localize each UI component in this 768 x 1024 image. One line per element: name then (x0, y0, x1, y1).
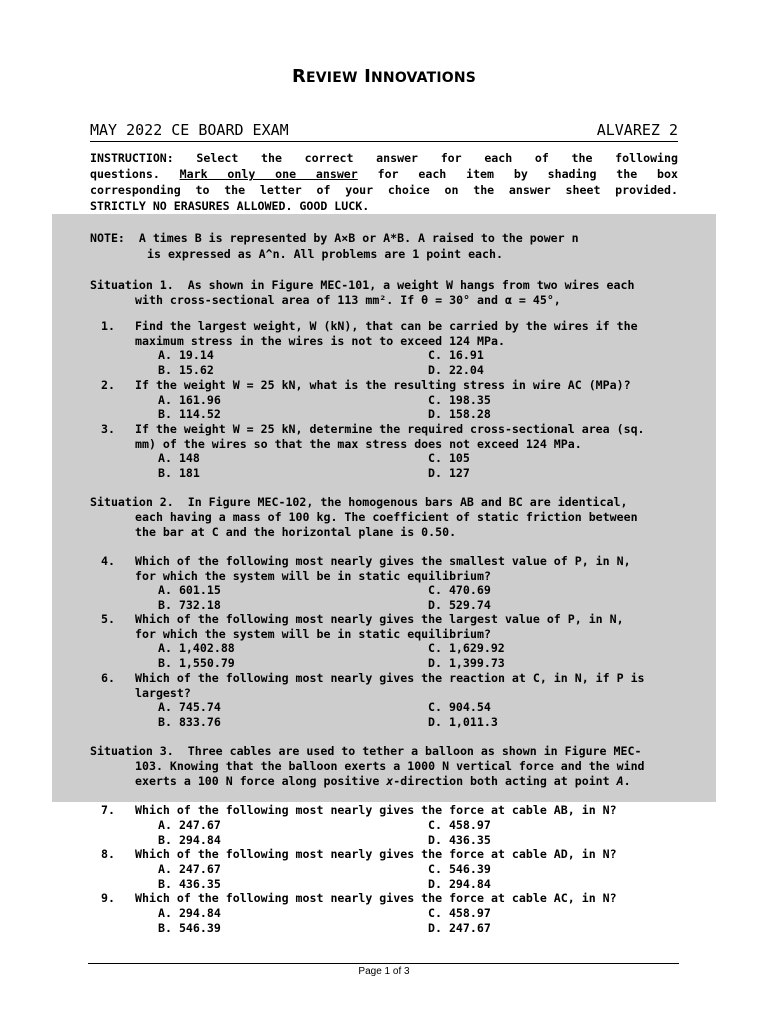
question-9-number: 9. (101, 891, 115, 905)
question-1-option-a: A. 19.14 (158, 348, 214, 362)
question-7-option-c: C. 458.97 (428, 818, 491, 832)
exam-title: MAY 2022 CE BOARD EXAM (90, 121, 289, 139)
question-7-option-d: D. 436.35 (428, 833, 491, 847)
situation-3-line-1: Situation 3. Three cables are used to tether a balloon as shown in Figure MEC- (90, 744, 642, 758)
instruction-line-2: questions. Mark only one answer for each item by shading the box (90, 167, 678, 181)
question-5-text-2: for which the system will be in static equilibrium? (135, 627, 491, 641)
question-8-option-c: C. 546.39 (428, 862, 491, 876)
question-8-option-d: D. 294.84 (428, 877, 491, 891)
situation-1-line-2: with cross-sectional area of 113 mm². If θ = 30° and α = 45°, (135, 293, 561, 307)
question-8-text-1: Which of the following most nearly gives the force at cable AD, in N? (135, 847, 617, 861)
question-6-option-b: B. 833.76 (158, 715, 221, 729)
question-2-option-d: D. 158.28 (428, 407, 491, 421)
question-5-option-d: D. 1,399.73 (428, 656, 505, 670)
question-4-option-d: D. 529.74 (428, 598, 491, 612)
page-number: Page 1 of 3 (358, 966, 410, 977)
question-4-number: 4. (101, 554, 115, 568)
question-7-text-1: Which of the following most nearly gives the force at cable AB, in N? (135, 803, 617, 817)
question-1-option-b: B. 15.62 (158, 363, 214, 377)
question-9-option-c: C. 458.97 (428, 906, 491, 920)
situation-2-line-2: each having a mass of 100 kg. The coefficient of static friction between (135, 510, 638, 524)
question-1-number: 1. (101, 319, 115, 333)
question-2-text-1: If the weight W = 25 kN, what is the resulting stress in wire AC (MPa)? (135, 378, 631, 392)
question-2-option-c: C. 198.35 (428, 393, 491, 407)
question-5-option-c: C. 1,629.92 (428, 641, 505, 655)
exam-code: ALVAREZ 2 (596, 121, 678, 139)
question-3-option-d: D. 127 (428, 466, 470, 480)
question-5-text-1: Which of the following most nearly gives the largest value of P, in N, (135, 612, 624, 626)
question-1-text-1: Find the largest weight, W (kN), that can be carried by the wires if the (135, 319, 638, 333)
exam-header (90, 121, 678, 142)
situation-3-line-3: exerts a 100 N force along positive x-direction both acting at point A. (135, 774, 631, 788)
question-6-text-2: largest? (135, 686, 191, 700)
situation-2-line-3: the bar at C and the horizontal plane is 0.50. (135, 525, 457, 539)
question-8-option-b: B. 436.35 (158, 877, 221, 891)
question-2-option-a: A. 161.96 (158, 393, 221, 407)
instruction-line-4: STRICTLY NO ERASURES ALLOWED. GOOD LUCK. (90, 199, 370, 213)
question-6-option-a: A. 745.74 (158, 700, 221, 714)
note-line-1: NOTE: A times B is represented by A×B or A*B. A raised to the power n (90, 231, 579, 245)
question-5-option-a: A. 1,402.88 (158, 641, 235, 655)
question-9-text-1: Which of the following most nearly gives the force at cable AC, in N? (135, 891, 617, 905)
question-1-option-d: D. 22.04 (428, 363, 484, 377)
question-7-option-b: B. 294.84 (158, 833, 221, 847)
question-3-option-b: B. 181 (158, 466, 200, 480)
situation-2-line-1: Situation 2. In Figure MEC-102, the homogenous bars AB and BC are identical, (90, 495, 628, 509)
question-7-number: 7. (101, 803, 115, 817)
question-3-option-a: A. 148 (158, 451, 200, 465)
question-9-option-a: A. 294.84 (158, 906, 221, 920)
question-6-option-d: D. 1,011.3 (428, 715, 498, 729)
question-9-option-b: B. 546.39 (158, 921, 221, 935)
question-7-option-a: A. 247.67 (158, 818, 221, 832)
question-3-text-1: If the weight W = 25 kN, determine the required cross-sectional area (sq. (135, 422, 645, 436)
instruction-line-3: corresponding to the letter of your choice on the answer sheet provided. (90, 183, 678, 197)
question-9-option-d: D. 247.67 (428, 921, 491, 935)
question-2-option-b: B. 114.52 (158, 407, 221, 421)
question-8-option-a: A. 247.67 (158, 862, 221, 876)
question-8-number: 8. (101, 847, 115, 861)
mark-one-answer-emphasis: Mark only one answer (179, 167, 358, 181)
situation-3-line-2: 103. Knowing that the balloon exerts a 1000 N vertical force and the wind (135, 759, 645, 773)
question-6-number: 6. (101, 671, 115, 685)
situation-1-line-1: Situation 1. As shown in Figure MEC-101, a weight W hangs from two wires each (90, 278, 635, 292)
question-1-option-c: C. 16.91 (428, 348, 484, 362)
question-5-option-b: B. 1,550.79 (158, 656, 235, 670)
review-innovations-logo: REVIEW INNOVATIONS (291, 66, 477, 87)
question-4-text-1: Which of the following most nearly gives the smallest value of P, in N, (135, 554, 631, 568)
question-3-text-2: mm) of the wires so that the max stress does not exceed 124 MPa. (135, 437, 582, 451)
question-5-number: 5. (101, 612, 115, 626)
question-6-text-1: Which of the following most nearly gives the reaction at C, in N, if P is (135, 671, 645, 685)
question-4-option-c: C. 470.69 (428, 583, 491, 597)
question-3-option-c: C. 105 (428, 451, 470, 465)
note-line-2: is expressed as A^n. All problems are 1 point each. (147, 247, 503, 261)
question-3-number: 3. (101, 422, 115, 436)
footer-divider (88, 963, 679, 964)
question-2-number: 2. (101, 378, 115, 392)
question-4-option-b: B. 732.18 (158, 598, 221, 612)
question-1-text-2: maximum stress in the wires is not to exceed 124 MPa. (135, 334, 505, 348)
question-4-option-a: A. 601.15 (158, 583, 221, 597)
instruction-line-1: INSTRUCTION: Select the correct answer for each of the following (90, 151, 678, 165)
question-6-option-c: C. 904.54 (428, 700, 491, 714)
question-4-text-2: for which the system will be in static equilibrium? (135, 569, 491, 583)
